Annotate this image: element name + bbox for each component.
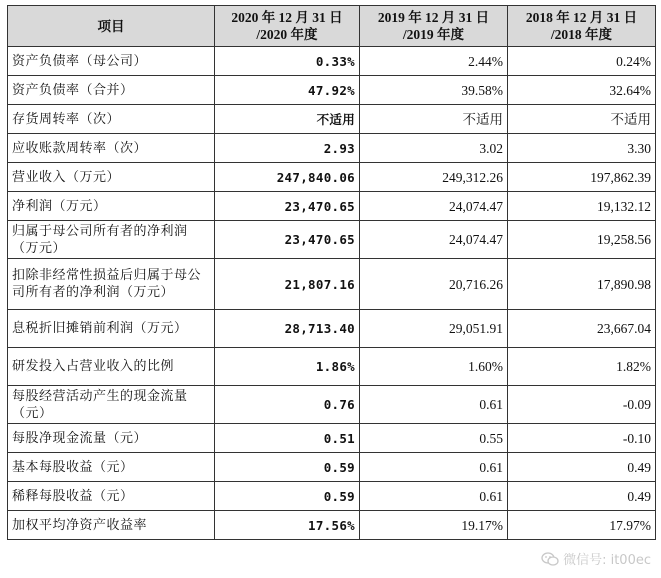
value-2020: 28,713.40 xyxy=(215,310,360,348)
table-row xyxy=(8,310,656,348)
value-2020: 17.56% xyxy=(215,511,360,540)
value-2018: 19,132.12 xyxy=(508,192,656,221)
table-row xyxy=(8,424,656,453)
table-row xyxy=(8,511,656,540)
value-2019: 不适用 xyxy=(360,105,508,134)
row-label: 每股经营活动产生的现金流量（元） xyxy=(8,386,215,424)
wechat-watermark xyxy=(541,549,651,568)
row-label: 加权平均净资产收益率 xyxy=(8,511,215,540)
value-2020: 21,807.16 xyxy=(215,259,360,310)
row-label: 归属于母公司所有者的净利润（万元） xyxy=(8,221,215,259)
row-label: 每股净现金流量（元） xyxy=(8,424,215,453)
value-2020: 0.76 xyxy=(215,386,360,424)
value-2019: 29,051.91 xyxy=(360,310,508,348)
row-label: 资产负债率（母公司） xyxy=(8,47,215,76)
value-2018: 32.64% xyxy=(508,76,656,105)
table-row xyxy=(8,453,656,482)
table-header xyxy=(8,6,656,47)
value-2019: 24,074.47 xyxy=(360,221,508,259)
row-label: 基本每股收益（元） xyxy=(8,453,215,482)
value-2018: 0.49 xyxy=(508,482,656,511)
row-label: 扣除非经常性损益后归属于母公司所有者的净利润（万元） xyxy=(8,259,215,310)
value-2019: 20,716.26 xyxy=(360,259,508,310)
table-row xyxy=(8,192,656,221)
value-2019: 249,312.26 xyxy=(360,163,508,192)
row-label: 资产负债率（合并） xyxy=(8,76,215,105)
value-2020: 0.59 xyxy=(215,482,360,511)
value-2020: 47.92% xyxy=(215,76,360,105)
value-2020: 247,840.06 xyxy=(215,163,360,192)
table-row xyxy=(8,259,656,310)
table-row xyxy=(8,105,656,134)
value-2020: 0.51 xyxy=(215,424,360,453)
table-row xyxy=(8,482,656,511)
table-row xyxy=(8,76,656,105)
row-label: 净利润（万元） xyxy=(8,192,215,221)
table-row xyxy=(8,134,656,163)
value-2018: 0.49 xyxy=(508,453,656,482)
header-2020: 2020 年 12 月 31 日 /2020 年度 xyxy=(215,6,360,47)
value-2019: 0.61 xyxy=(360,386,508,424)
table-row xyxy=(8,386,656,424)
row-label: 息税折旧摊销前利润（万元） xyxy=(8,310,215,348)
table-row xyxy=(8,163,656,192)
value-2018: 不适用 xyxy=(508,105,656,134)
watermark-text: 微信号: it00ec xyxy=(563,553,651,568)
value-2018: 0.24% xyxy=(508,47,656,76)
row-label: 存货周转率（次） xyxy=(8,105,215,134)
value-2018: -0.10 xyxy=(508,424,656,453)
value-2018: 3.30 xyxy=(508,134,656,163)
header-row xyxy=(8,6,656,47)
value-2020: 不适用 xyxy=(215,105,360,134)
value-2018: 23,667.04 xyxy=(508,310,656,348)
header-2019: 2019 年 12 月 31 日 /2019 年度 xyxy=(360,6,508,47)
value-2020: 1.86% xyxy=(215,348,360,386)
row-label: 营业收入（万元） xyxy=(8,163,215,192)
value-2018: 19,258.56 xyxy=(508,221,656,259)
value-2020: 2.93 xyxy=(215,134,360,163)
value-2019: 24,074.47 xyxy=(360,192,508,221)
value-2020: 0.33% xyxy=(215,47,360,76)
value-2019: 19.17% xyxy=(360,511,508,540)
value-2019: 0.55 xyxy=(360,424,508,453)
financial-indicators-table xyxy=(7,5,656,540)
value-2019: 2.44% xyxy=(360,47,508,76)
value-2019: 1.60% xyxy=(360,348,508,386)
value-2018: 197,862.39 xyxy=(508,163,656,192)
value-2019: 0.61 xyxy=(360,482,508,511)
row-label: 稀释每股收益（元） xyxy=(8,482,215,511)
table-row xyxy=(8,221,656,259)
value-2020: 23,470.65 xyxy=(215,192,360,221)
header-item: 项目 xyxy=(8,6,215,47)
value-2018: 17,890.98 xyxy=(508,259,656,310)
value-2018: -0.09 xyxy=(508,386,656,424)
table-row xyxy=(8,348,656,386)
value-2018: 17.97% xyxy=(508,511,656,540)
value-2019: 3.02 xyxy=(360,134,508,163)
table-row xyxy=(8,47,656,76)
header-2018: 2018 年 12 月 31 日 /2018 年度 xyxy=(508,6,656,47)
row-label: 应收账款周转率（次） xyxy=(8,134,215,163)
wechat-icon xyxy=(541,551,559,567)
value-2020: 23,470.65 xyxy=(215,221,360,259)
row-label: 研发投入占营业收入的比例 xyxy=(8,348,215,386)
value-2020: 0.59 xyxy=(215,453,360,482)
value-2018: 1.82% xyxy=(508,348,656,386)
value-2019: 0.61 xyxy=(360,453,508,482)
value-2019: 39.58% xyxy=(360,76,508,105)
table-body xyxy=(8,47,656,540)
